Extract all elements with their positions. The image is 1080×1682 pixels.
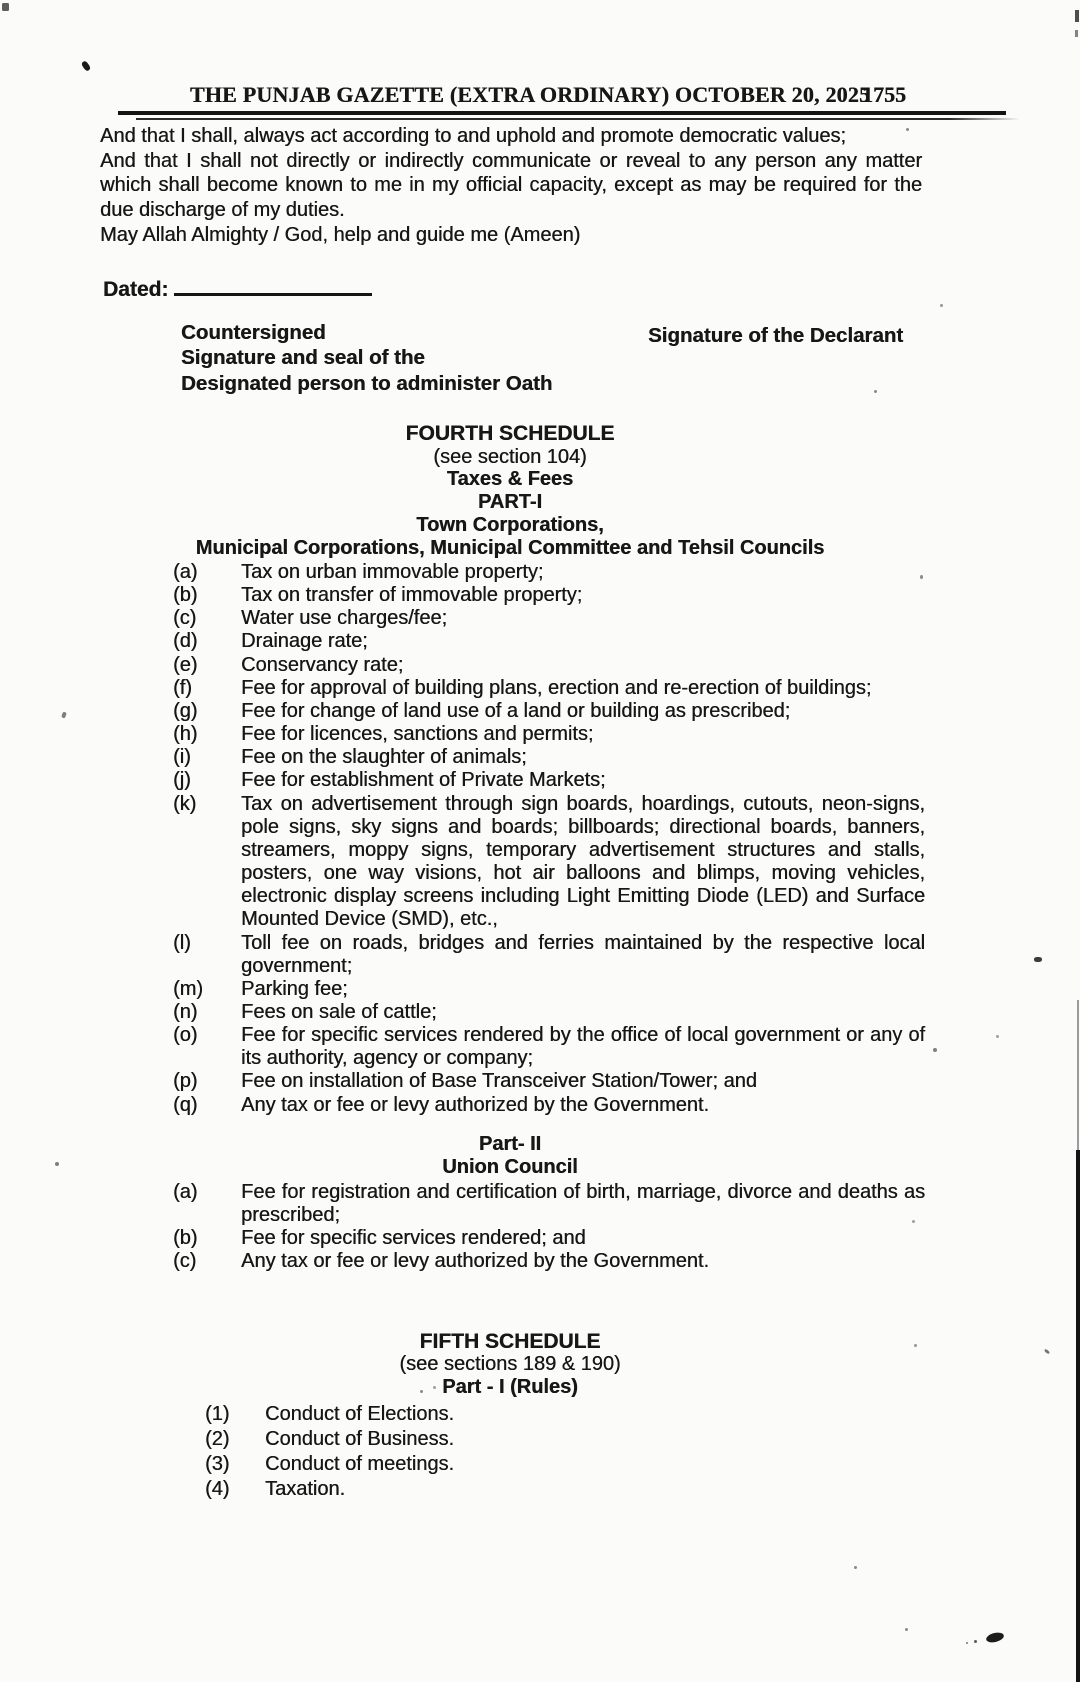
declarant-signature-label: Signature of the Declarant xyxy=(648,324,904,347)
item-label: (j) xyxy=(173,769,191,792)
item-label: (g) xyxy=(173,699,198,722)
fourth-schedule-heading xyxy=(100,423,920,559)
list-item xyxy=(173,561,925,584)
item-text: Conduct of Elections. xyxy=(265,1403,454,1425)
item-label: (q) xyxy=(173,1093,198,1116)
page-number: 1755 xyxy=(862,82,906,107)
scan-speck xyxy=(55,1162,59,1166)
item-label: (d) xyxy=(173,630,198,653)
item-label: (l) xyxy=(173,931,191,954)
item-text: Any tax or fee or levy authorized by the Government. xyxy=(241,1093,710,1116)
item-label: (c) xyxy=(173,607,197,630)
fifth-schedule-heading xyxy=(100,1330,920,1400)
scan-speck xyxy=(920,575,923,579)
scan-speck xyxy=(874,390,877,393)
list-item xyxy=(173,1070,925,1093)
list-item xyxy=(205,1477,825,1502)
part-two-list xyxy=(173,1181,925,1274)
scan-speck xyxy=(854,1566,857,1569)
scan-speck xyxy=(61,711,67,718)
scan-speck xyxy=(974,1640,977,1643)
countersigned-block xyxy=(181,320,601,396)
list-item xyxy=(173,654,925,677)
scan-edge-line xyxy=(1076,1150,1080,1682)
scan-speck xyxy=(966,1642,968,1644)
item-text: Fee for specific services rendered by the office of local government or any of its authority, agency or company; xyxy=(241,1024,925,1070)
fourth-schedule-title: FOURTH SCHEDULE xyxy=(405,422,615,445)
fourth-schedule-applies-line-2: Municipal Corporations, Municipal Committee and Tehsil Councils xyxy=(195,536,825,559)
item-text: Taxation. xyxy=(265,1478,346,1500)
item-label: (b) xyxy=(173,1227,198,1250)
scan-edge-tick xyxy=(1075,10,1079,22)
fourth-schedule-part-label: PART-I xyxy=(477,491,543,514)
scan-speck xyxy=(914,1344,917,1347)
item-text: Fee on installation of Base Transceiver Station/Tower; and xyxy=(241,1070,757,1093)
item-text: Parking fee; xyxy=(241,977,348,1000)
item-text: Tax on transfer of immovable property; xyxy=(241,584,583,607)
fourth-schedule-subtitle: Taxes & Fees xyxy=(446,468,574,491)
scan-speck xyxy=(1044,1348,1051,1354)
item-text: Fee for approval of building plans, erection and re-erection of buildings; xyxy=(241,676,872,699)
scan-speck xyxy=(1034,957,1042,962)
item-label: (e) xyxy=(173,653,198,676)
list-item xyxy=(205,1402,825,1427)
countersigned-line-2: Signature and seal of the xyxy=(181,346,425,370)
item-text: Fee for licences, sanctions and permits; xyxy=(241,723,594,746)
item-label: (a) xyxy=(173,561,198,583)
list-item xyxy=(173,723,925,746)
scan-smudge xyxy=(985,1631,1005,1644)
part-two-title: Part- II xyxy=(478,1133,542,1155)
dated-blank-line xyxy=(174,272,372,296)
item-text: Water use charges/fee; xyxy=(241,607,448,630)
item-text: Toll fee on roads, bridges and ferries maintained by the respective local government; xyxy=(241,931,925,977)
list-item xyxy=(173,1181,925,1227)
fourth-schedule-section-ref: (see section 104) xyxy=(433,445,587,468)
list-item xyxy=(173,1250,925,1273)
scan-speck xyxy=(933,1048,937,1052)
list-item xyxy=(173,584,925,607)
item-text: Tax on urban immovable property; xyxy=(241,561,544,583)
fifth-schedule-title: FIFTH SCHEDULE xyxy=(419,1330,601,1353)
dated-row xyxy=(103,272,372,302)
oath-paragraph: And that I shall not directly or indirectly communicate or reveal to any person any matter which shall become known to me in my official capacity, except as may be required for the due discharge of my duties. xyxy=(100,149,922,222)
item-label: (o) xyxy=(173,1024,198,1047)
part-two-subtitle: Union Council xyxy=(442,1156,578,1179)
item-label: (1) xyxy=(205,1403,230,1425)
scan-speck xyxy=(433,1386,436,1389)
fifth-schedule-section-ref: (see sections 189 & 190) xyxy=(399,1353,621,1376)
item-text: Fee for specific services rendered; and xyxy=(241,1227,586,1250)
item-text: Conduct of Business. xyxy=(265,1428,454,1450)
list-item xyxy=(205,1452,825,1477)
list-item xyxy=(173,630,925,653)
part-two-heading xyxy=(100,1133,920,1179)
list-item xyxy=(173,769,925,792)
item-label: (c) xyxy=(173,1250,197,1273)
scan-speck xyxy=(2,3,9,11)
item-text: Conduct of meetings. xyxy=(265,1453,454,1475)
list-item xyxy=(173,978,925,1001)
fifth-schedule-part-label: Part - I (Rules) xyxy=(442,1376,578,1399)
item-text: Fee on the slaughter of animals; xyxy=(241,746,527,769)
item-label: (h) xyxy=(173,723,198,746)
list-item xyxy=(173,746,925,769)
item-label: (3) xyxy=(205,1453,230,1475)
item-text: Fee for establishment of Private Markets; xyxy=(241,769,606,792)
countersigned-line-1: Countersigned xyxy=(181,321,326,344)
item-label: (a) xyxy=(173,1181,198,1203)
item-text: Drainage rate; xyxy=(241,630,368,653)
scan-speck xyxy=(905,1628,908,1631)
item-label: (p) xyxy=(173,1070,198,1093)
list-item xyxy=(205,1427,825,1452)
item-text: Any tax or fee or levy authorized by the Government. xyxy=(241,1250,710,1273)
item-text: Tax on advertisement through sign boards, hoardings, cutouts, neon-signs, pole signs, sky signs and boards; billboards; directional boards, banners, streamers, moppy signs, temporary advertisement structures and stalls, posters, one way visions, hot air balloons and blimps, moving vehicles, electronic display screens including Light Emitting Diode (LED) and Surface Mounted Device (SMD), etc., xyxy=(241,792,925,931)
list-item xyxy=(173,607,925,630)
scan-edge-line xyxy=(1077,1000,1079,1152)
fourth-schedule-list xyxy=(173,561,925,1117)
oath-line-2: May Allah Almighty / God, help and guide me (Ameen) xyxy=(100,223,581,246)
item-label: (i) xyxy=(173,746,191,769)
scan-speck xyxy=(912,1220,915,1223)
list-item xyxy=(173,1001,925,1024)
item-label: (b) xyxy=(173,584,198,607)
scan-speck xyxy=(906,128,909,131)
list-item xyxy=(173,1094,925,1117)
header-rule-echo xyxy=(136,118,1020,120)
list-item xyxy=(173,1024,925,1070)
item-text: Fee for change of land use of a land or building as prescribed; xyxy=(241,699,791,722)
scan-speck xyxy=(420,1390,423,1393)
item-text: Conservancy rate; xyxy=(241,653,404,676)
scan-speck xyxy=(940,304,943,307)
oath-line-1: And that I shall, always act according to and uphold and promote democratic values; xyxy=(100,125,846,147)
item-label: (n) xyxy=(173,1000,198,1023)
item-label: (4) xyxy=(205,1478,230,1500)
scan-edge-tick xyxy=(1075,30,1078,37)
list-item xyxy=(173,1227,925,1250)
item-label: (m) xyxy=(173,977,203,1000)
scan-speck xyxy=(996,1035,999,1038)
item-label: (k) xyxy=(173,792,197,815)
list-item xyxy=(173,700,925,723)
list-item xyxy=(173,677,925,700)
scan-speck xyxy=(81,60,92,72)
fifth-schedule-list xyxy=(205,1402,825,1502)
oath-text-block xyxy=(100,124,922,248)
dated-label: Dated: xyxy=(103,278,169,301)
item-text: Fees on sale of cattle; xyxy=(241,1000,437,1023)
item-label: (f) xyxy=(173,676,192,699)
fourth-schedule-applies-line-1: Town Corporations, xyxy=(416,513,604,536)
header-rule xyxy=(118,111,1006,115)
list-item xyxy=(173,793,925,932)
countersigned-line-3: Designated person to administer Oath xyxy=(181,371,553,395)
list-item xyxy=(173,932,925,978)
gazette-header-title: THE PUNJAB GAZETTE (EXTRA ORDINARY) OCTOBER 20, 2025 xyxy=(189,82,871,107)
item-text: Fee for registration and certification of birth, marriage, divorce and deaths as prescribed; xyxy=(241,1181,925,1227)
item-label: (2) xyxy=(205,1428,230,1450)
